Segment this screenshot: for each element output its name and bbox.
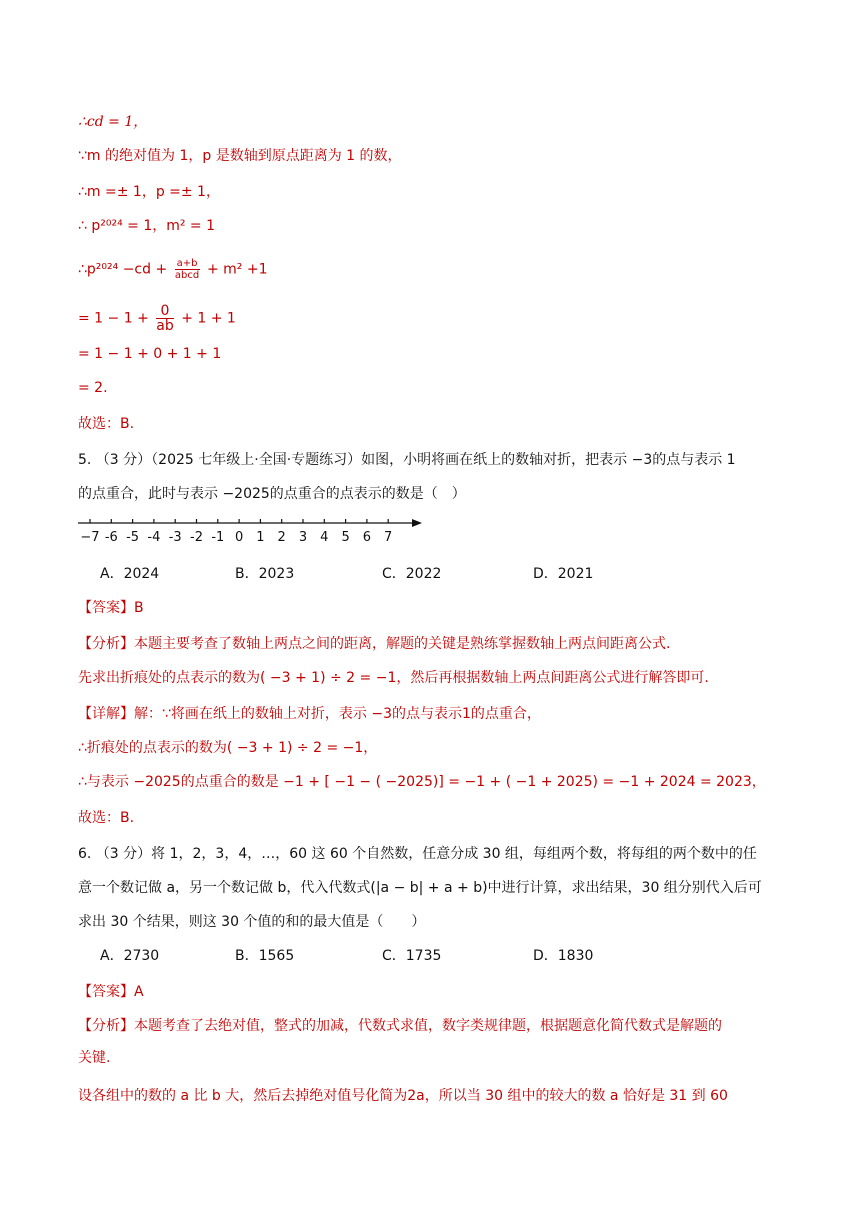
fraction-denominator: abcd (174, 270, 200, 281)
q5-answer: 【答案】B (78, 600, 144, 616)
q6-option-a[interactable]: A．2730 (100, 948, 160, 964)
number-line-tick-label: -5 (126, 530, 140, 545)
q6-stem-line-3: 求出 30 个结果，则这 30 个值的和的最大值是（ ） (78, 914, 426, 930)
q6-option-b[interactable]: B．1565 (235, 948, 295, 964)
number-line-tick-label: -2 (190, 530, 203, 545)
solution-line-6 (78, 304, 236, 333)
fraction-a-plus-b-over-abcd (175, 258, 200, 281)
fraction-numerator: a+b (176, 258, 198, 269)
q6-option-d[interactable]: D．1830 (533, 948, 594, 964)
q6-stem-line-1: 6. （3 分）将 1，2，3，4，…，60 这 60 个自然数，任意分成 30 组，每组两个数，将每组的两个数中的任 (78, 846, 757, 862)
q6-answer: 【答案】A (78, 984, 144, 1000)
q5-option-d[interactable]: D．2021 (533, 566, 594, 582)
expr-suffix: + m² +1 (206, 261, 268, 278)
number-line-tick-label: 2 (277, 530, 286, 545)
number-line-tick-label: -1 (211, 530, 225, 545)
expr-suffix: + 1 + 1 (181, 310, 236, 327)
number-line-tick-label: 0 (234, 530, 244, 545)
number-line-tick-label: -6 (104, 530, 118, 545)
number-line-tick-label: 6 (362, 530, 372, 545)
solution-line-1: ∴cd = 1， (78, 114, 148, 130)
number-line-figure (78, 514, 438, 548)
q5-analysis-line-2: 先求出折痕处的点表示的数为( −3 + 1) ÷ 2 = −1，然后再根据数轴上两点间距离公式进行解答即可. (78, 670, 709, 686)
q5-detail-line-4: 故选：B. (78, 810, 135, 826)
number-line-tick-label: −7 (80, 530, 100, 545)
number-line-tick-label: -3 (168, 530, 182, 545)
number-line-tick-label: 3 (298, 530, 308, 545)
q5-option-c[interactable]: C．2022 (382, 566, 442, 582)
q5-option-a[interactable]: A．2024 (100, 566, 160, 582)
number-line-tick-label: 5 (341, 530, 350, 545)
solution-line-2: ∵m 的绝对值为 1，p 是数轴到原点距离为 1 的数， (78, 148, 402, 164)
solution-line-9: 故选：B. (78, 416, 135, 432)
solution-line-4: ∴ p²⁰²⁴ = 1，m² = 1 (78, 218, 216, 234)
number-line-arrow (412, 519, 422, 527)
number-line-tick-label: 4 (320, 530, 329, 545)
q5-stem-line-1: 5. （3 分）（2025 七年级上·全国·专题练习）如图，小明将画在纸上的数轴对折，把表示 −3的点与表示 1 (78, 452, 736, 468)
q5-detail-line-3: ∴与表示 −2025的点重合的数是 −1 + [ −1 − ( −2025)] = −1 + ( −1 + 2025) = −1 + 2024 = 2023， (78, 774, 766, 790)
q5-option-b[interactable]: B．2023 (235, 566, 295, 582)
fraction-numerator: 0 (156, 304, 173, 319)
q5-analysis-line-1: 【分析】本题主要考查了数轴上两点之间的距离，解题的关键是熟练掌握数轴上两点间距离公式. (78, 636, 671, 652)
number-line-tick-label: 1 (256, 530, 265, 545)
q5-detail-line-2: ∴折痕处的点表示的数为( −3 + 1) ÷ 2 = −1， (78, 740, 378, 756)
fraction-0-over-ab (156, 304, 173, 333)
number-line-tick-label: 7 (384, 530, 393, 545)
q6-option-c[interactable]: C．1735 (382, 948, 442, 964)
q5-detail-line-1: 【详解】解：∵将画在纸上的数轴上对折，表示 −3的点与表示1的点重合， (78, 706, 541, 722)
expr-prefix: = 1 − 1 + (78, 310, 149, 327)
solution-line-7: = 1 − 1 + 0 + 1 + 1 (78, 346, 222, 362)
q6-analysis-line-2: 关键. (78, 1050, 111, 1066)
number-line-tick-label: -4 (147, 530, 161, 545)
solution-line-8: = 2. (78, 380, 108, 396)
solution-line-5 (78, 258, 268, 281)
q5-stem-line-2: 的点重合，此时与表示 −2025的点重合的点表示的数是（ ） (78, 486, 466, 502)
fraction-denominator: ab (156, 318, 174, 334)
solution-line-3: ∴m =± 1，p =± 1， (78, 184, 220, 200)
expr-prefix: ∴p²⁰²⁴ −cd + (78, 261, 168, 278)
q6-stem-line-2: 意一个数记做 a，另一个数记做 b，代入代数式(|a − b| + a + b)中进行计算，求出结果，30 组分别代入后可 (78, 880, 762, 896)
q6-analysis-line-1: 【分析】本题考查了去绝对值，整式的加减，代数式求值，数字类规律题，根据题意化简代数式是解题的 (78, 1018, 722, 1034)
q6-analysis-line-3: 设各组中的数的 a 比 b 大，然后去掉绝对值号化简为2a，所以当 30 组中的较大的数 a 恰好是 31 到 60 (78, 1088, 728, 1104)
